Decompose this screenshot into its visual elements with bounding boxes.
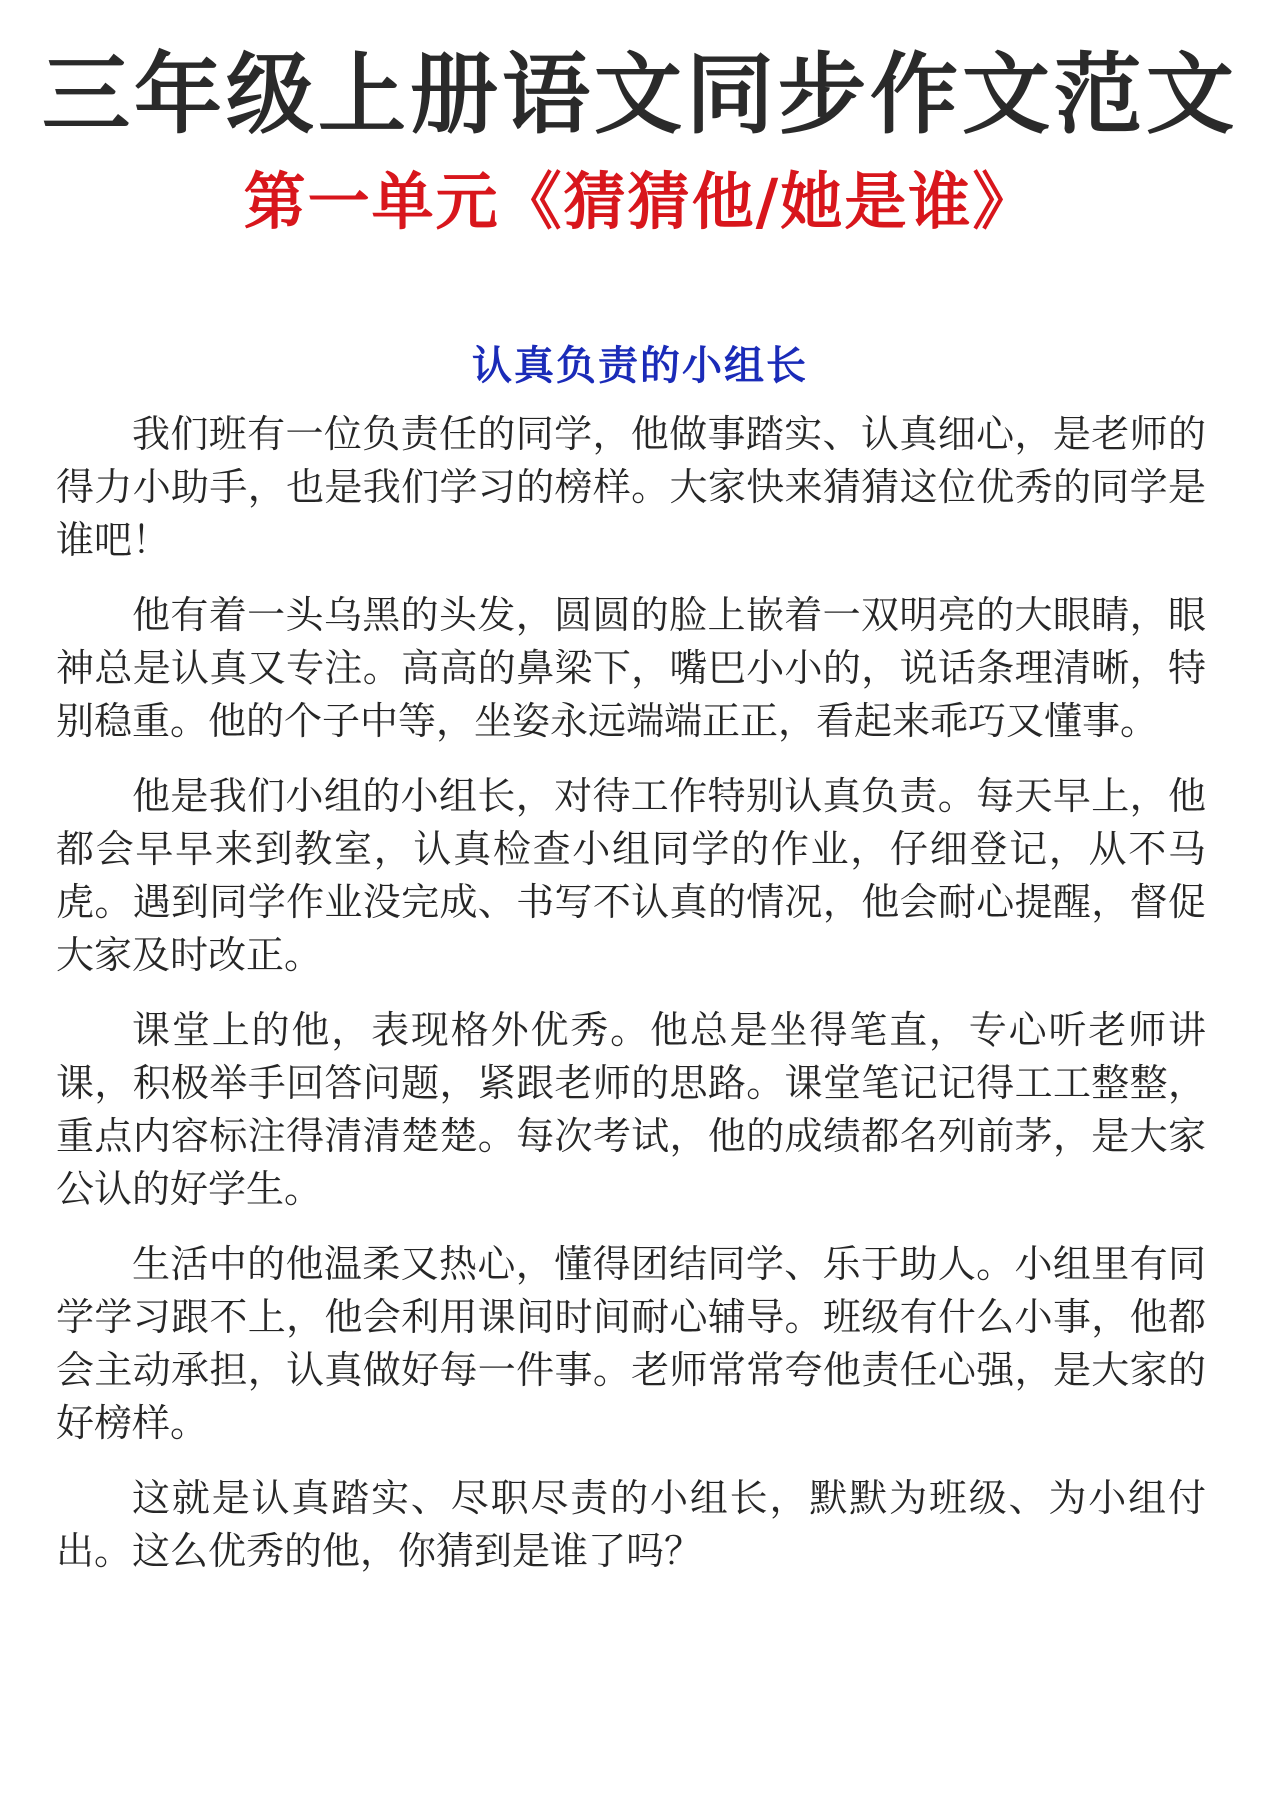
essay-paragraph: 这就是认真踏实、尽职尽责的小组长，默默为班级、为小组付出。这么优秀的他，你猜到是谁了吗？ xyxy=(56,1476,1206,1573)
essay-paragraph: 他是我们小组的小组长，对待工作特别认真负责。每天早上，他都会早早来到教室，认真检查小组同学的作业，仔细登记，从不马虎。遇到同学作业没完成、书写不认真的情况，他会耐心提醒，督促大家及时改正。 xyxy=(56,774,1206,977)
essay-paragraph: 他有着一头乌黑的头发，圆圆的脸上嵌着一双明亮的大眼睛，眼神总是认真又专注。高高的鼻梁下，嘴巴小小的，说话条理清晰，特别稳重。他的个子中等，坐姿永远端端正正，看起来乖巧又懂事。 xyxy=(56,593,1206,743)
page-title: 三年级上册语文同步作文范文 xyxy=(41,43,1238,146)
essay-paragraph: 生活中的他温柔又热心，懂得团结同学、乐于助人。小组里有同学学习跟不上，他会利用课间时间耐心辅导。班级有什么小事，他都会主动承担，认真做好每一件事。老师常常夸他责任心强，是大家的好榜样。 xyxy=(56,1242,1206,1445)
essay-title: 认真负责的小组长 xyxy=(472,343,808,389)
unit-subtitle: 第一单元《猜猜他/她是谁》 xyxy=(243,165,1037,238)
essay-paragraph: 课堂上的他，表现格外优秀。他总是坐得笔直，专心听老师讲课，积极举手回答问题，紧跟老师的思路。课堂笔记记得工工整整，重点内容标注得清清楚楚。每次考试，他的成绩都名列前茅，是大家公认的好学生。 xyxy=(56,1008,1206,1211)
essay-body xyxy=(56,408,1206,1600)
essay-paragraph: 我们班有一位负责任的同学，他做事踏实、认真细心，是老师的得力小助手，也是我们学习的榜样。大家快来猜猜这位优秀的同学是谁吧！ xyxy=(56,412,1206,562)
